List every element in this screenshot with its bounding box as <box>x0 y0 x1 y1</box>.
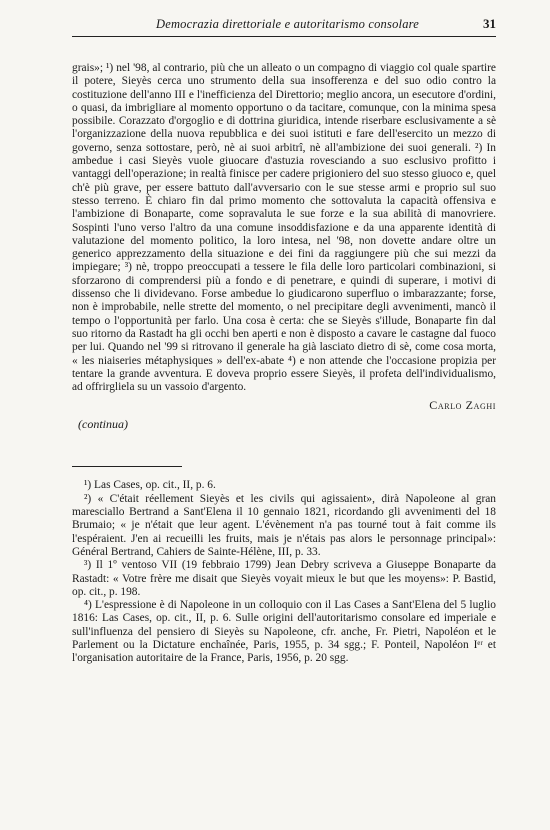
running-header <box>72 16 496 37</box>
footnote-divider <box>72 466 182 467</box>
footnote-3: ³) Il 1º ventoso VII (19 febbraio 1799) Jean Debry scriveva a Giuseppe Bonaparte da Rastadt: « Votre frère me disait que Sieyès voyait mieux le but que les moyens»: P. Bastid, op. cit., p. 198. <box>72 559 496 598</box>
footnotes <box>72 479 496 665</box>
continued-marker: (continua) <box>78 417 128 432</box>
footnote-2: ²) « C'était réellement Sieyès et les civils qui agissaient», dirà Napoleone al gran maresciallo Bertrand a Sant'Elena il 10 gennaio 1821, ricordando gli avvenimenti del 18 Brumaio; « je n'était que leur agent. L'évènement n'a pas tourné tout à fait comme ils l'espéraient. J'en ai recueilli les fruits, mais je n'étais pas alors le personnage principal»: Général Bertrand, Cahiers de Sainte-Hélène, III, p. 33. <box>72 492 496 558</box>
page-number: 31 <box>483 16 496 31</box>
main-text-block <box>72 62 496 666</box>
author-signature: Carlo Zaghi <box>429 398 496 413</box>
running-title: Democrazia direttoriale e autoritarismo consolare <box>155 17 419 31</box>
footnote-4: ⁴) L'espressione è di Napoleone in un colloquio con il Las Cases a Sant'Elena del 5 luglio 1816: Las Cases, op. cit., II, p. 6. Sulle origini dell'autoritarismo consolare ed imperiale e sull'influenza del pensiero di Sieyès su Napoleone, cfr. anche, Fr. Pietri, Napoléon et le Parlement ou la Dictature enchaînée, Paris, 1955, p. 34 sgg.; F. Ponteil, Napoléon Iᵉʳ et l'organisation autoritaire de la France, Paris, 1956, p. 20 sgg. <box>72 599 496 665</box>
body-paragraph: grais»; ¹) nel '98, al contrario, più che un alleato o un compagno di viaggio col quale spartire il potere, Sieyès cerca uno strumento della sua insofferenza e del suo odio contro la costituzione dell'anno III e l'inefficienza del Direttorio; meglio ancora, un esecutore d'ordini, o quasi, da imbrigliare al momento opportuno o da tacitare, comunque, con la minima spesa possibile. Corazzato d'orgoglio e di dottrina giuridica, intende riserbare esclusivamente a sè l'organizzazione della nuova repubblica e dei suoi istituti e fare dell'esercito un mezzo di governo, senza sottostare, però, nè ai suoi arbitrî, nè all'ambizione dei suoi generali. ²) In ambedue i casi Sieyès vuole giuocare d'astuzia rovesciando a suo esclusivo profitto i vantaggi dell'operazione; in realtà finisce per cadere prigioniero del suo stesso giuoco e, quel ch'è più grave, per essere battuto dall'avversario con le sue stesse armi e proprio sul suo stesso terreno. È chiaro fin dal primo momento che sottovaluta la capacità offensiva e l'ambizione di Bonaparte, come sopravaluta le sue forze e la sua abilità di manovriere. Sospinti l'uno verso l'altro da una comune insoddisfazione e da una apparente identità di valutazione del momento politico, la loro intesa, nel '98, non dovette andare oltre un generico apprezzamento della situazione e dei fini da raggiungere più che sui mezzi da impiegare; ³) nè, troppo preoccupati a tessere le fila delle loro particolari combinazioni, si sforzarono di comprendersi più a fondo e di penetrare, e quindi di superare, i motivi di dissenso che li dividevano. Forse ambedue lo giudicarono superfluo o imbarazzante; forse, non è improbabile, nelle strette del momento, o nel precipitare degli avvenimenti, mancò il tempo o l'opportunità per farlo. Una cosa è certa: che se Sieyès s'illude, Bonaparte fin dal suo ritorno da Rastadt ha gli occhi ben aperti e non è disposto a cavare le castagne dal fuoco per lui. Quando nel '99 si ritrovano il generale ha già lasciato dietro di sè, come cosa morta, « les niaiseries métaphysiques » dell'ex-abate ⁴) e non attende che l'occasione propizia per tentare la grande avventura. E doveva proprio essere Sieyès, il profeta dell'individualismo, ad offrirgliela su un vassoio d'argento. <box>72 62 496 394</box>
footnote-1: ¹) Las Cases, op. cit., II, p. 6. <box>84 479 216 492</box>
